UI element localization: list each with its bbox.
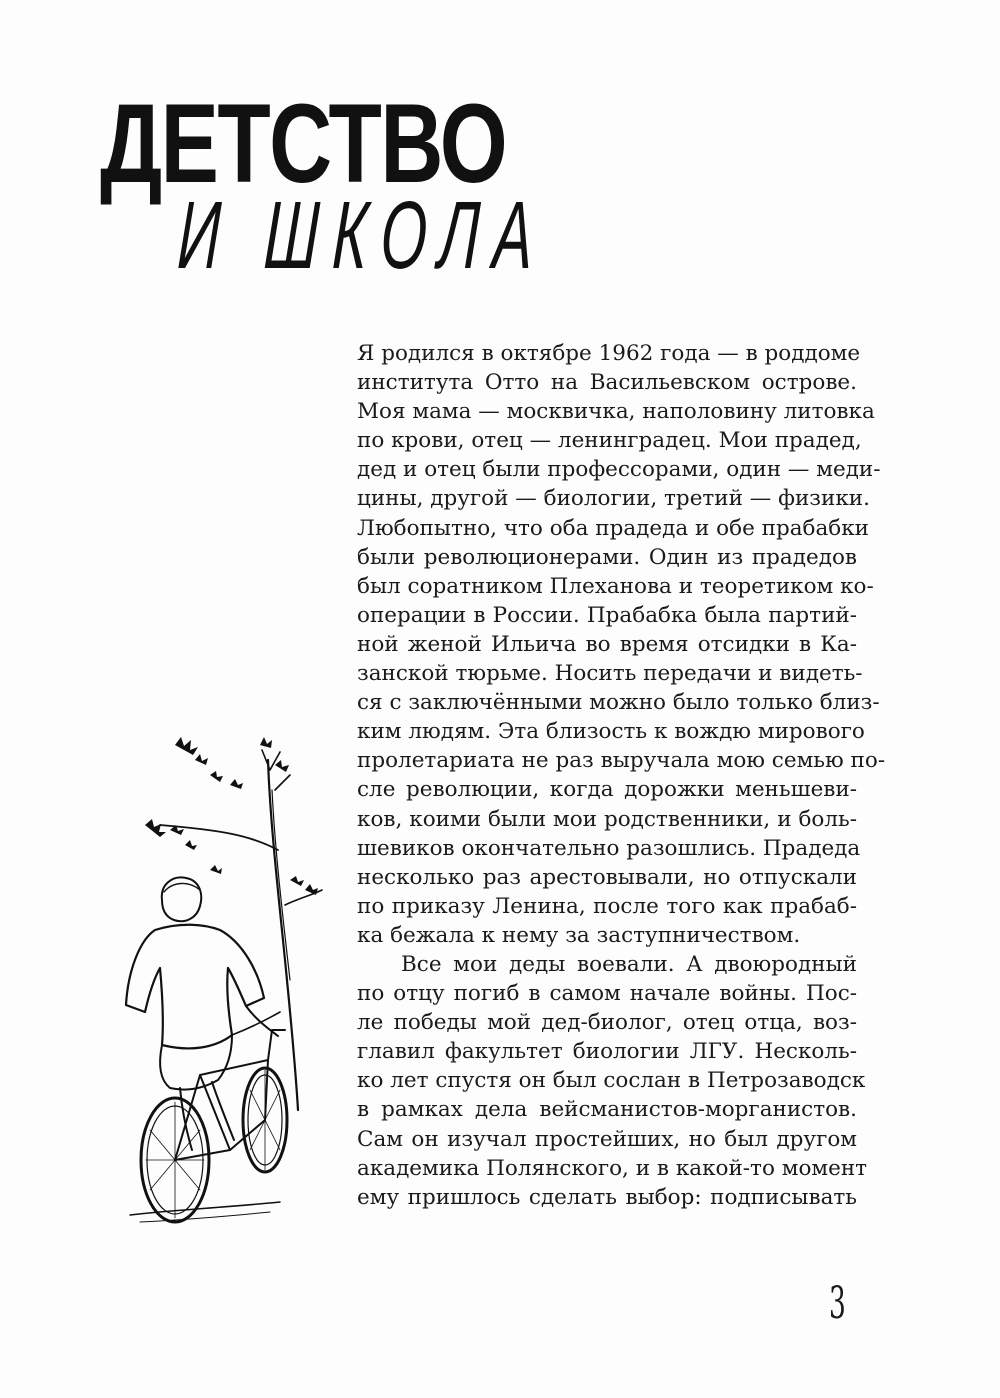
text-line: операции в России. Прабабка была партий-: [357, 602, 857, 628]
text-line: по приказу Ленина, после того как прабаб-: [357, 893, 857, 919]
text-line: ким людям. Эта близость к вождю мирового: [357, 719, 865, 745]
text-line: ков, коими были мои родственники, и боль-: [357, 806, 857, 832]
text-line: по крови, отец — ленинградец. Мои прадед,: [357, 428, 862, 454]
text-line: академика Полянского, и в какой-то момент: [357, 1155, 868, 1181]
text-line: института Отто на Васильевском острове.: [357, 370, 857, 396]
text-line: несколько раз арестовывали, но отпускали: [357, 864, 857, 890]
body-text: [357, 339, 886, 1212]
text-line: ся с заключёнными можно было только близ-: [357, 690, 880, 716]
text-line: был соратником Плеханова и теоретиком ко-: [357, 573, 874, 599]
text-line: Моя мама — москвичка, наполовину литовка: [357, 399, 875, 425]
text-line: ко лет спустя он был сослан в Петрозаводск: [357, 1068, 866, 1094]
page-number: 3: [829, 1278, 846, 1329]
text-line: Сам он изучал простейших, но был другом: [357, 1126, 857, 1152]
text-line: Все мои деды воевали. А двоюродный: [401, 951, 857, 977]
text-line: Любопытно, что оба прадеда и обе прабабки: [357, 515, 870, 541]
boy-shorts: [160, 1035, 232, 1090]
text-line: по отцу погиб в самом начале войны. Пос-: [357, 981, 857, 1007]
chapter-title-main: ДЕТСТВО: [100, 81, 507, 206]
text-line: шевиков окончательно разошлись. Прадеда: [357, 835, 861, 861]
text-line: в рамках дела вейсманистов-морганистов.: [357, 1097, 857, 1123]
text-line: были революционерами. Один из прадедов: [357, 544, 857, 570]
tree-trunk: [268, 760, 298, 1110]
cyclist-illustration: [100, 730, 360, 1230]
chapter-title-sub: И ШКОЛА: [175, 182, 549, 289]
text-line: Я родился в октябре 1962 года — в роддоме: [357, 341, 861, 366]
text-line: ему пришлось сделать выбор: подписывать: [357, 1184, 857, 1210]
text-line: главил факультет биологии ЛГУ. Несколь-: [357, 1039, 857, 1065]
tree-leaves: [145, 737, 318, 895]
text-line: сле революции, когда дорожки меньшеви-: [357, 777, 857, 803]
text-line: ной женой Ильича во время отсидки в Ка-: [357, 631, 857, 657]
text-line: занской тюрьме. Носить передачи и видеть-: [357, 661, 863, 687]
chapter-title: [100, 81, 620, 289]
text-line: ка бежала к нему за заступничеством.: [357, 922, 801, 948]
text-line: пролетариата не раз выручала мою семью по-: [357, 748, 886, 774]
text-line: ле победы мой дед-биолог, отец отца, воз-: [357, 1010, 857, 1036]
text-line: цины, другой — биологии, третий — физики.: [357, 486, 870, 512]
text-line: дед и отец были профессорами, один — меди-: [357, 457, 881, 483]
